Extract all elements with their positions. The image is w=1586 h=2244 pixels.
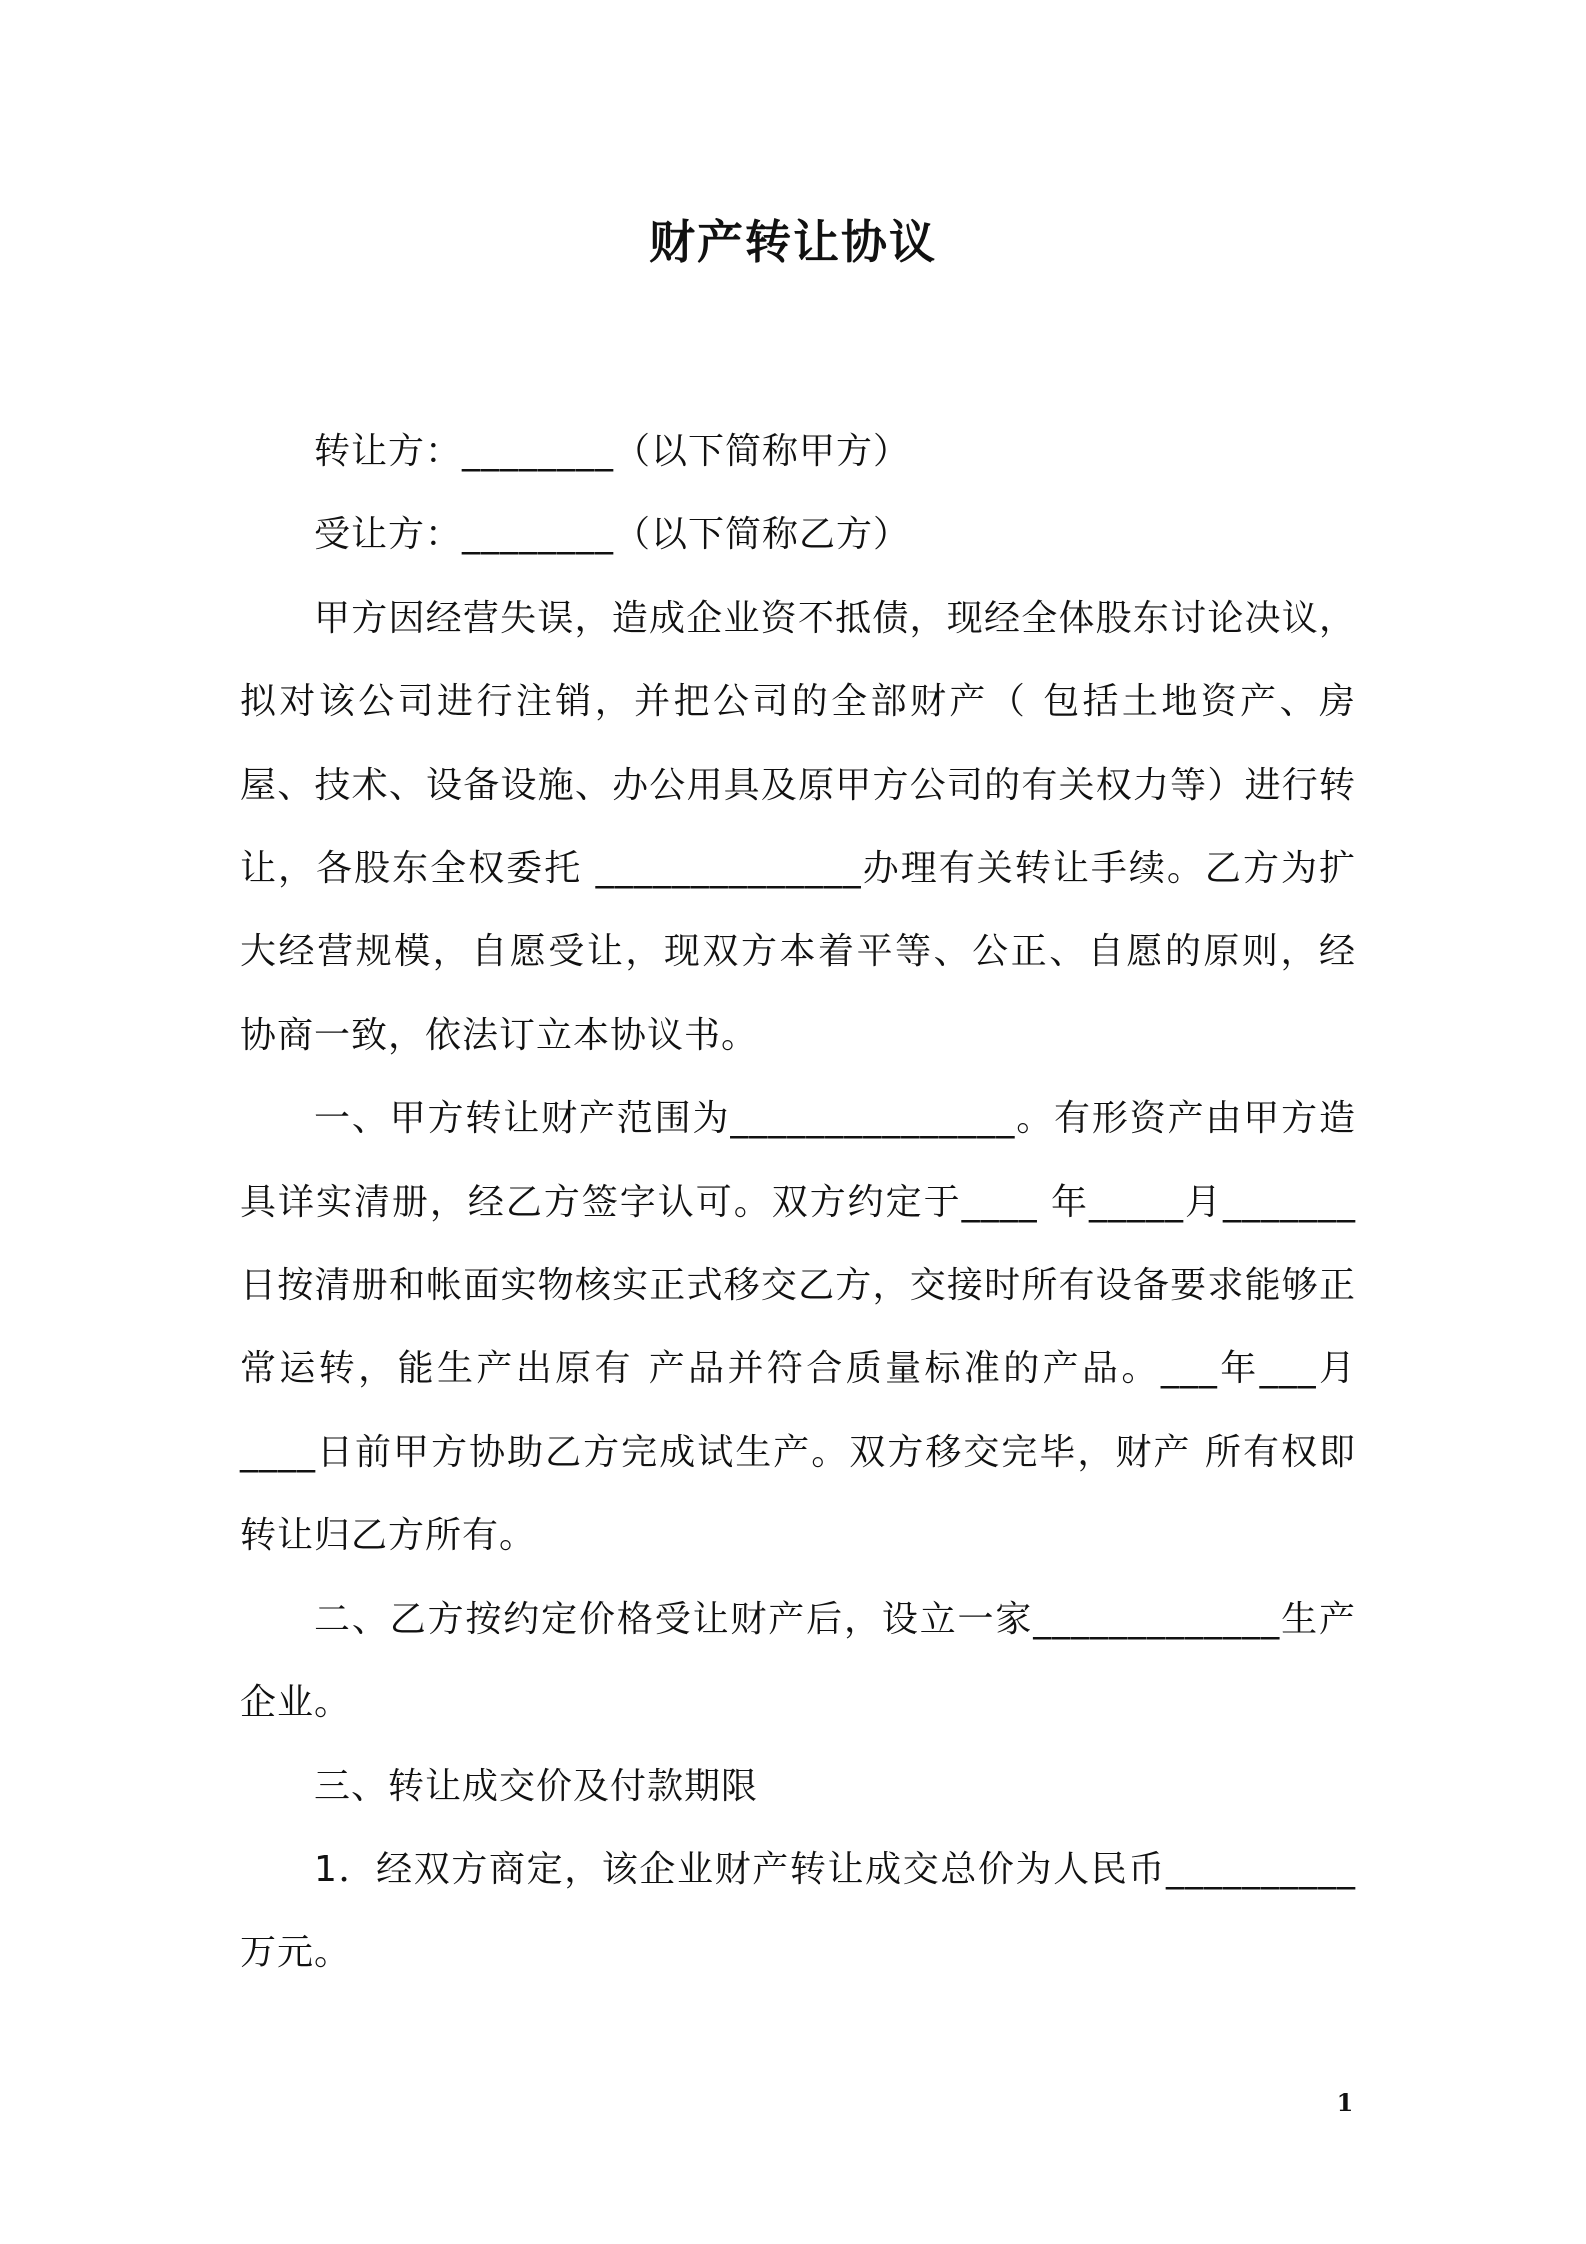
clause-2-paragraph: 二、乙方按约定价格受让财产后，设立一家_____________生产企业。 (240, 1598, 1356, 1724)
document-title: 财产转让协议 (649, 215, 937, 269)
transferee-line: 受让方：________（以下简称乙方） (314, 514, 911, 556)
document-body (240, 410, 1369, 1995)
clause-3-heading: 三、转让成交价及付款期限 (314, 1765, 759, 1807)
page-number: 1 (1336, 2088, 1354, 2117)
transferor-line: 转让方：________（以下简称甲方） (314, 431, 911, 472)
clause-1-paragraph: 一、甲方转让财产范围为_______________。有形资产由甲方造具详实清册，经乙方签字认可。双方约定于____ 年_____月_______日按清册和帐面实物核实正式移交乙方，交接时所有设备要求能够正常运转，能生产出原有 产品并符合质量标准的产品。___年___月____日前甲方协助乙方完成试生产。双方移交完毕，财产 所有权即转让归乙方所有。 (240, 1098, 1356, 1557)
preamble-paragraph: 甲方因经营失误，造成企业资不抵债，现经全体股东讨论决议，拟对该公司进行注销，并把公司的全部财产（ 包括土地资产、房屋、技术、设备设施、办公用具及原甲方公司的有关权力等）进行转让，各股东全权委托 ______________办理有关转让手续。乙方为扩大经营规模，自愿受让，现双方本着平等、公正、自愿的原则，经 协商一致，依法订立本协议书。 (240, 597, 1369, 1056)
clause-3-item-1: 1．经双方商定，该企业财产转让成交总价为人民币__________万元。 (240, 1848, 1356, 1974)
